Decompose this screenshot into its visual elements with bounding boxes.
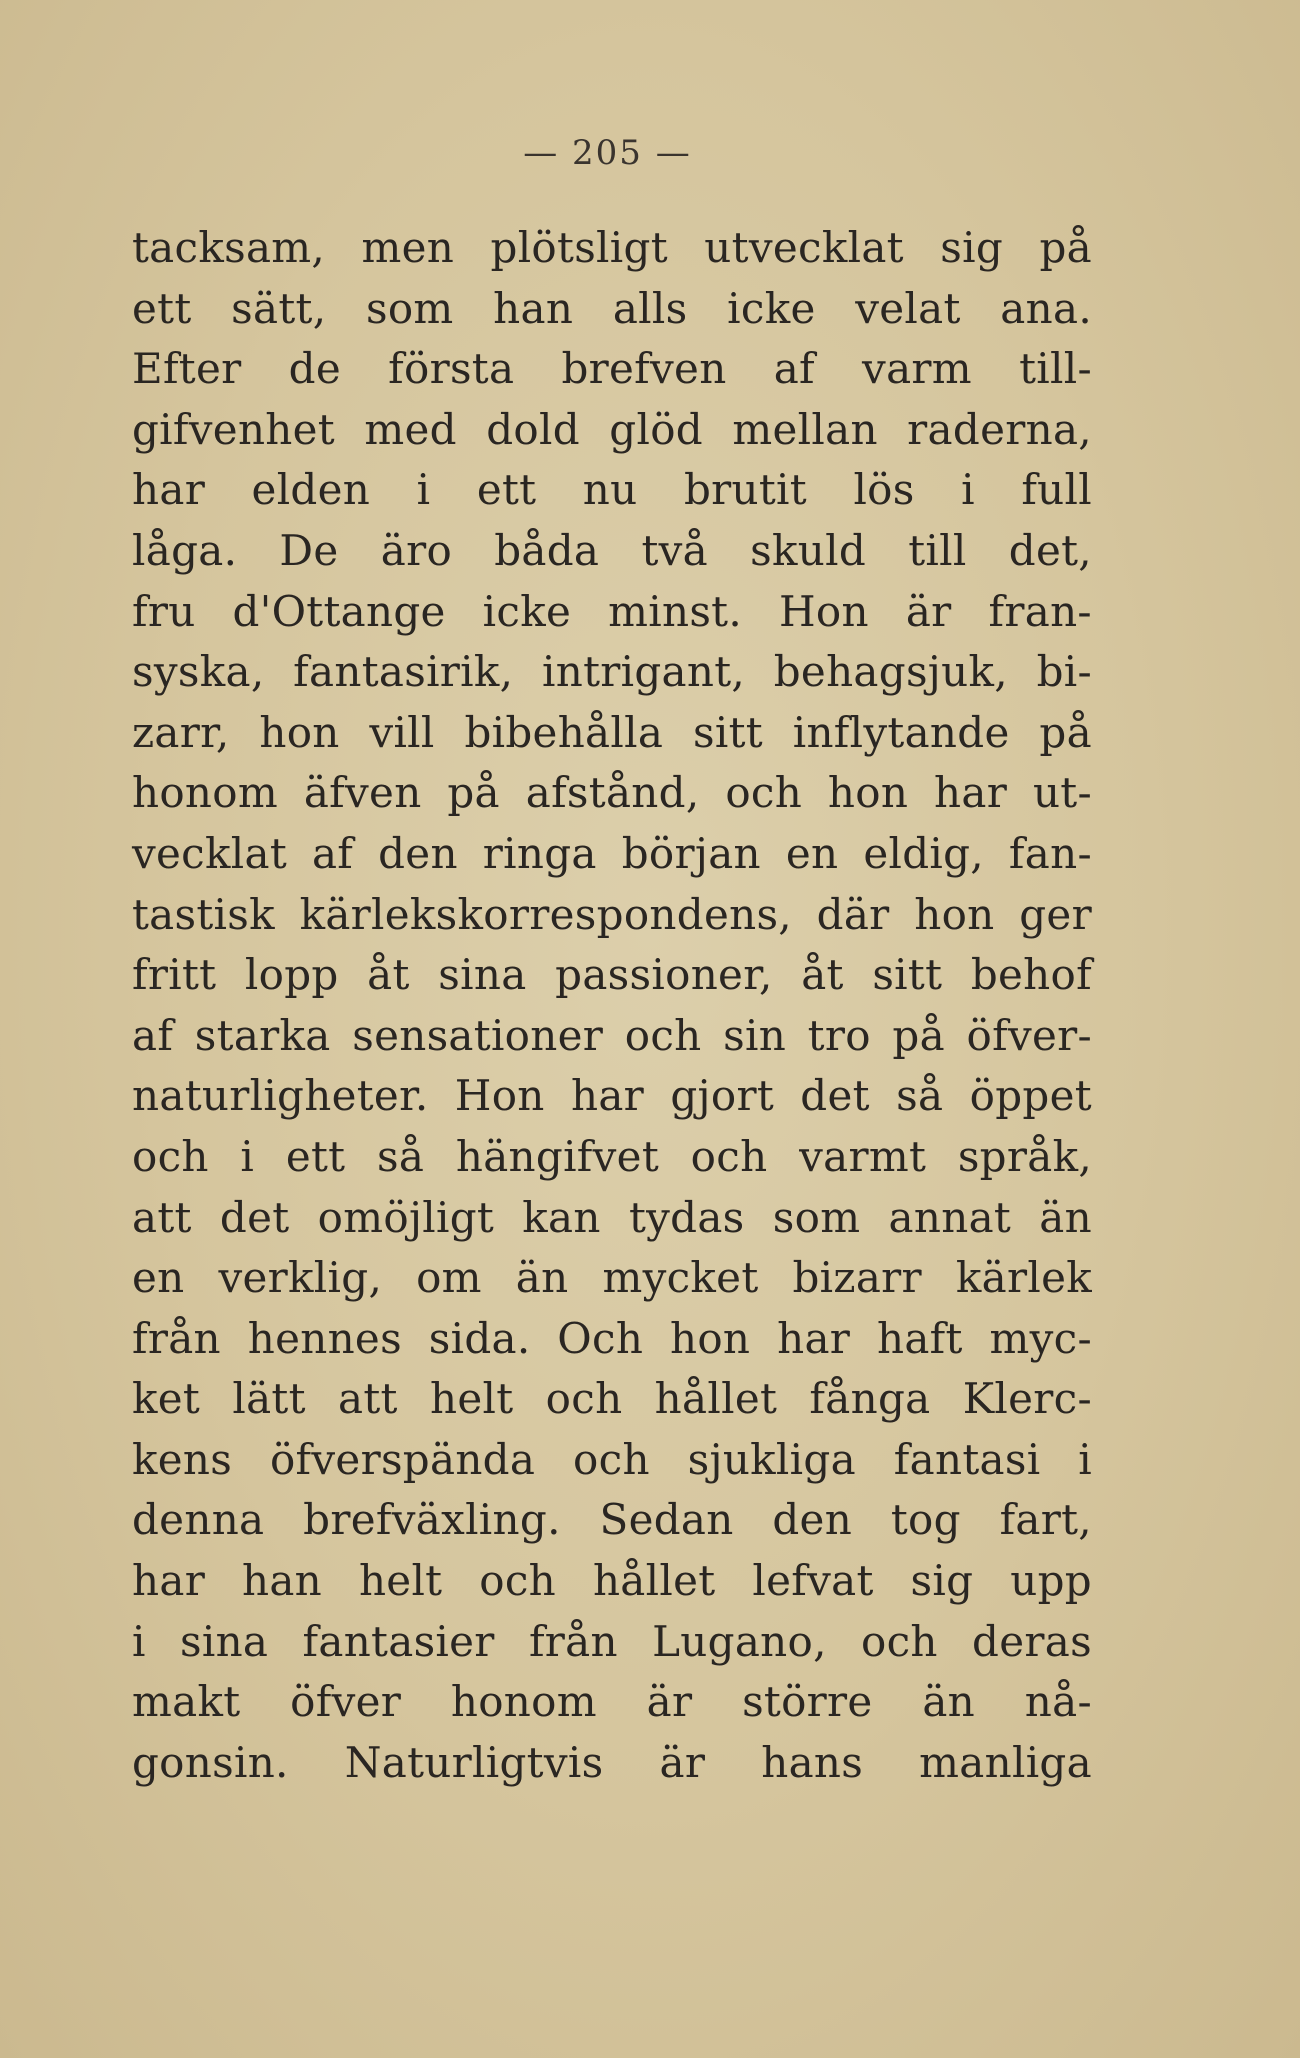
word: är [905, 586, 952, 636]
word: större [742, 1677, 873, 1727]
word: en [132, 1253, 185, 1303]
word: kärlek [955, 1253, 1092, 1303]
word: zarr, [132, 707, 230, 757]
word: helt [429, 1374, 514, 1424]
word: än [515, 1253, 569, 1303]
word: honom [132, 768, 278, 818]
word: båda [494, 525, 600, 575]
page-number: — 205 — [523, 133, 692, 173]
text-line [132, 1733, 1092, 1794]
word: Naturligtvis [344, 1737, 604, 1787]
word: kens [132, 1434, 233, 1484]
word: Efter [132, 344, 242, 394]
word: verklig, [218, 1253, 383, 1303]
word: låga. [132, 525, 238, 575]
word: ett [285, 1131, 346, 1181]
text-line [132, 339, 1092, 400]
word: bi- [1036, 647, 1092, 697]
word: bibehålla [464, 707, 664, 757]
text-line [132, 218, 1092, 279]
word: från [528, 1616, 618, 1666]
word: intrigant, [541, 647, 746, 697]
word: så [896, 1071, 944, 1121]
word: hållet [592, 1556, 716, 1606]
word: starka [194, 1010, 331, 1060]
word: ringa [482, 828, 597, 878]
word: fart, [999, 1495, 1092, 1545]
word: sätt, [231, 283, 327, 333]
word: brefven [561, 344, 727, 394]
word: fritt [132, 950, 217, 1000]
word: denna [132, 1495, 265, 1545]
word: sida. [428, 1313, 531, 1363]
word: att [338, 1374, 398, 1424]
word: de [288, 344, 341, 394]
text-line [132, 1430, 1092, 1491]
word: som [772, 1192, 861, 1242]
word: kärlekskorrespondens, [299, 889, 792, 939]
text-line [132, 1006, 1092, 1067]
word: hängifvet [455, 1131, 660, 1181]
word: har [132, 1556, 206, 1606]
word: Klerc- [962, 1374, 1092, 1424]
word: ger [1019, 889, 1092, 939]
text-line [132, 1066, 1092, 1127]
word: äfven [303, 768, 422, 818]
word: hon [670, 1313, 751, 1363]
word: ut- [1032, 768, 1092, 818]
word: omöjligt [317, 1192, 495, 1242]
word: öfver [290, 1677, 402, 1727]
word: tydas [628, 1192, 745, 1242]
word: varmt [799, 1131, 927, 1181]
word: åt [801, 950, 844, 1000]
word: vill [369, 707, 435, 757]
word: har [132, 465, 206, 515]
word: fantasirik, [293, 647, 514, 697]
word: språk, [957, 1131, 1092, 1181]
word: sina [438, 950, 527, 1000]
word: han [241, 1556, 323, 1606]
text-line [132, 1127, 1092, 1188]
word: vecklat [132, 828, 288, 878]
word: Hon [454, 1071, 545, 1121]
word: och [624, 1010, 702, 1060]
word: öfverspända [269, 1434, 536, 1484]
word: lös [853, 465, 915, 515]
word: full [1021, 465, 1092, 515]
text-line [132, 582, 1092, 643]
word: tacksam, [132, 223, 326, 272]
text-line [132, 885, 1092, 946]
word: fantasi [893, 1434, 1041, 1484]
word: elden [251, 465, 371, 515]
word: äro [380, 525, 453, 575]
text-line [132, 400, 1092, 461]
word: hållet [654, 1374, 778, 1424]
word: och [545, 1374, 623, 1424]
word: minst. [608, 586, 743, 636]
word: mellan [732, 404, 878, 454]
word: plötsligt [490, 223, 668, 272]
word: hon [827, 768, 909, 818]
word: och [479, 1556, 557, 1606]
word: öppet [969, 1071, 1092, 1121]
word: sitt [872, 950, 943, 1000]
word: hennes [247, 1313, 402, 1363]
word: inflytande [792, 707, 1010, 757]
word: Hon [778, 586, 869, 636]
word: makt [132, 1677, 241, 1727]
word: nå- [1024, 1677, 1092, 1727]
word: deras [972, 1616, 1092, 1666]
word: ett [476, 465, 537, 515]
word: skuld [750, 525, 867, 575]
word: gonsin. [132, 1737, 289, 1787]
word: och [725, 768, 803, 818]
word: annat [888, 1192, 1012, 1242]
word: ana. [1000, 283, 1092, 333]
text-line [132, 279, 1092, 340]
text-line [132, 1248, 1092, 1309]
word: en [785, 828, 839, 878]
text-line [132, 703, 1092, 764]
word: men [361, 223, 455, 272]
word: början [621, 828, 761, 878]
text-line [132, 1672, 1092, 1733]
word: är [646, 1677, 693, 1727]
word: och [132, 1131, 209, 1181]
word: brefväxling. [303, 1495, 561, 1545]
word: i [132, 1616, 146, 1666]
word: manliga [919, 1737, 1092, 1787]
word: varm [862, 344, 972, 394]
word: och [573, 1434, 650, 1484]
word: ett [132, 283, 192, 333]
word: i [961, 465, 975, 515]
text-line [132, 1551, 1092, 1612]
word: där [816, 889, 890, 939]
word: behagsjuk, [773, 647, 1008, 697]
word: från [132, 1313, 221, 1363]
word: har [570, 1071, 645, 1121]
word: eldig, [863, 828, 984, 878]
word: kan [522, 1192, 601, 1242]
text-line [132, 521, 1092, 582]
word: sig [910, 1556, 974, 1606]
text-line [132, 1369, 1092, 1430]
word: utvecklat [704, 223, 904, 272]
word: afstånd, [525, 768, 700, 818]
word: sitt [692, 707, 763, 757]
word: han [493, 283, 574, 333]
text-line [132, 1188, 1092, 1249]
word: fru [132, 586, 196, 636]
word: syska, [132, 647, 265, 697]
word: icke [482, 586, 572, 636]
word: är [659, 1737, 706, 1787]
word: fånga [809, 1374, 931, 1424]
word: det [800, 1071, 870, 1121]
word: och [861, 1616, 938, 1666]
word: hans [761, 1737, 864, 1787]
word: lopp [244, 950, 339, 1000]
word: två [641, 525, 708, 575]
word: den [378, 828, 458, 878]
word: fran- [988, 586, 1092, 636]
word: gifvenhet [132, 404, 335, 454]
word: brutit [683, 465, 807, 515]
text-line [132, 1612, 1092, 1673]
word: Och [557, 1313, 644, 1363]
word: lefvat [752, 1556, 874, 1606]
word: sig [940, 223, 1004, 272]
word: naturligheter. [132, 1071, 429, 1121]
text-line [132, 642, 1092, 703]
word: af [311, 828, 354, 878]
text-line [132, 945, 1092, 1006]
word: fantasier [302, 1616, 495, 1666]
word: än [1039, 1192, 1092, 1242]
word: i [416, 465, 431, 515]
word: upp [1010, 1556, 1092, 1606]
word: tastisk [132, 889, 275, 939]
word: öfver- [966, 1010, 1092, 1060]
word: åt [367, 950, 410, 1000]
word: lätt [232, 1374, 306, 1424]
word: Sedan [599, 1495, 734, 1545]
word: på [1039, 707, 1092, 757]
word: första [388, 344, 515, 394]
word: som [365, 283, 454, 333]
word: på [1039, 223, 1092, 272]
word: haft [876, 1313, 963, 1363]
word: honom [450, 1677, 597, 1727]
word: sin [723, 1010, 787, 1060]
text-line [132, 824, 1092, 885]
word: i [240, 1131, 255, 1181]
word: i [1078, 1434, 1092, 1484]
text-line [132, 1309, 1092, 1370]
text-line [132, 460, 1092, 521]
word: behof [970, 950, 1092, 1000]
word: alls [612, 283, 688, 333]
word: icke [727, 283, 816, 333]
word: den [772, 1495, 853, 1545]
word: af [132, 1010, 174, 1060]
word: tro [807, 1010, 871, 1060]
word: och [690, 1131, 768, 1181]
word: tog [890, 1495, 961, 1545]
word: nu [582, 465, 638, 515]
word: mycket [602, 1253, 759, 1303]
word: bizarr [792, 1253, 922, 1303]
word: glöd [609, 404, 703, 454]
word: att [132, 1192, 192, 1242]
word: Lugano, [652, 1616, 827, 1666]
word: sjukliga [687, 1434, 856, 1484]
word: sensationer [352, 1010, 604, 1060]
word: hon [914, 889, 995, 939]
word: har [777, 1313, 851, 1363]
word: hon [259, 707, 340, 757]
word: ket [132, 1374, 201, 1424]
word: sina [179, 1616, 269, 1666]
body-text [132, 218, 1092, 1793]
word: det, [1008, 525, 1092, 575]
word: har [934, 768, 1008, 818]
word: fan- [1008, 828, 1092, 878]
word: d'Ottange [232, 586, 446, 636]
word: gjort [670, 1071, 774, 1121]
word: än [922, 1677, 976, 1727]
word: om [416, 1253, 482, 1303]
word: helt [358, 1556, 443, 1606]
text-line [132, 1490, 1092, 1551]
word: på [892, 1010, 945, 1060]
word: till [908, 525, 967, 575]
word: raderna, [907, 404, 1092, 454]
text-line [132, 763, 1092, 824]
word: så [376, 1131, 425, 1181]
word: af [773, 344, 815, 394]
word: velat [855, 283, 961, 333]
word: passioner, [555, 950, 773, 1000]
word: De [279, 525, 339, 575]
word: myc- [989, 1313, 1092, 1363]
word: till- [1019, 344, 1092, 394]
word: på [447, 768, 500, 818]
word: med [364, 404, 457, 454]
word: dold [486, 404, 580, 454]
word: det [219, 1192, 290, 1242]
